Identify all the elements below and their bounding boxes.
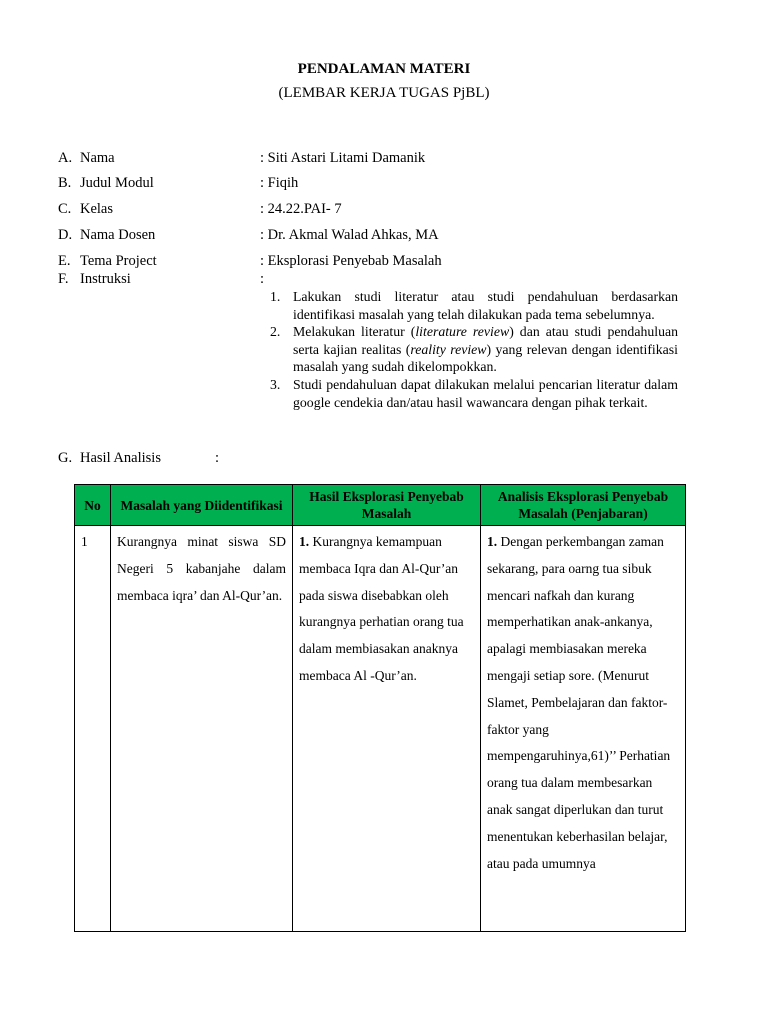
field-label: Nama bbox=[80, 150, 115, 166]
field-value: : bbox=[260, 271, 265, 287]
document-subtitle: (LEMBAR KERJA TUGAS PjBL) bbox=[278, 85, 490, 101]
cell-hasil-text: Kurangnya kemampuan membaca Iqra dan Al-Qur’an pada siswa disebabkan oleh kurangnya perhatian orang tua dalam membiasakan anaknya membaca Al -Qur’an. bbox=[299, 534, 464, 683]
field-value: : Siti Astari Litami Damanik bbox=[260, 150, 426, 166]
instruction-text: Studi pendahuluan dapat dilakukan melalui pencarian literatur dalam google cendekia dan/atau hasil wawancara dengan pihak terkait. bbox=[293, 376, 678, 410]
cell-hasil-number: 1. bbox=[299, 534, 310, 549]
field-letter: C. bbox=[58, 201, 72, 217]
instruction-number: 1. bbox=[270, 289, 281, 304]
field-label: Judul Modul bbox=[80, 175, 154, 191]
field-value: : Dr. Akmal Walad Ahkas, MA bbox=[260, 227, 439, 243]
cell-analisis-number: 1. bbox=[487, 534, 498, 549]
field-letter: D. bbox=[58, 227, 73, 243]
cell-analisis-text: Dengan perkembangan zaman sekarang, para oarng tua sibuk mencari nafkah dan kurang memperhatikan anak-ankanya, apalagi membiasakan mereka mengaji setiap sore. (Menurut Slamet, Pembelajaran dan faktor-faktor yang mempengaruhinya,61)’’ Perhatian orang tua dalam membesarkan anak sangat diperlukan dan turut menentukan keberhasilan belajar, atau pada umumnya bbox=[487, 534, 671, 871]
field-letter: E. bbox=[58, 253, 71, 269]
table-row bbox=[75, 526, 686, 932]
instruction-text: ) yang relevan dengan identifikasi masalah yang sudah dikelompokkan. bbox=[293, 341, 678, 375]
analysis-table bbox=[74, 484, 686, 932]
instruction-text: ) dan atau studi pendahuluan serta kajian realitas ( bbox=[293, 324, 678, 357]
table-header-row bbox=[75, 485, 686, 526]
instruction-emphasis: reality review bbox=[410, 341, 487, 357]
hasil-letter: G. bbox=[58, 450, 73, 466]
header-no: No bbox=[75, 485, 111, 526]
field-letter: B. bbox=[58, 175, 72, 191]
cell-hasil bbox=[293, 526, 481, 932]
header-masalah: Masalah yang Diidentifikasi bbox=[111, 485, 293, 526]
field-value: : Fiqih bbox=[260, 175, 299, 191]
field-value: : 24.22.PAI- 7 bbox=[260, 201, 342, 217]
instruction-text: Melakukan literatur ( bbox=[293, 324, 416, 340]
instruction-number: 2. bbox=[270, 324, 281, 340]
field-letter: F. bbox=[58, 271, 69, 287]
instruction-text: Lakukan studi literatur atau studi pendahuluan berdasarkan identifikasi masalah yang telah dilakukan pada tema sebelumnya. bbox=[293, 289, 678, 322]
instruction-list bbox=[270, 288, 678, 411]
hasil-label: Hasil Analisis bbox=[80, 450, 161, 466]
cell-analisis bbox=[481, 526, 686, 932]
header-analisis-eksplorasi: Analisis Eksplorasi Penyebab Masalah (Penjabaran) bbox=[481, 485, 686, 526]
instruction-item bbox=[270, 376, 678, 411]
field-label: Tema Project bbox=[80, 253, 157, 269]
header-hasil-eksplorasi: Hasil Eksplorasi Penyebab Masalah bbox=[293, 485, 481, 526]
field-letter: A. bbox=[58, 150, 73, 166]
document-title: PENDALAMAN MATERI bbox=[297, 61, 471, 77]
field-label: Kelas bbox=[80, 201, 114, 217]
instruction-item bbox=[270, 288, 678, 323]
instruction-item bbox=[270, 323, 678, 376]
field-value: : Eksplorasi Penyebab Masalah bbox=[260, 253, 442, 269]
instruction-number: 3. bbox=[270, 376, 281, 392]
instruction-emphasis: literature review bbox=[415, 324, 510, 340]
cell-no: 1 bbox=[75, 526, 111, 932]
field-label: Nama Dosen bbox=[80, 227, 156, 243]
hasil-colon: : bbox=[215, 450, 220, 466]
cell-masalah: Kurangnya minat siswa SD Negeri 5 kabanjahe dalam membaca iqra’ dan Al-Qur’an. bbox=[111, 526, 293, 932]
field-label: Instruksi bbox=[80, 271, 131, 287]
